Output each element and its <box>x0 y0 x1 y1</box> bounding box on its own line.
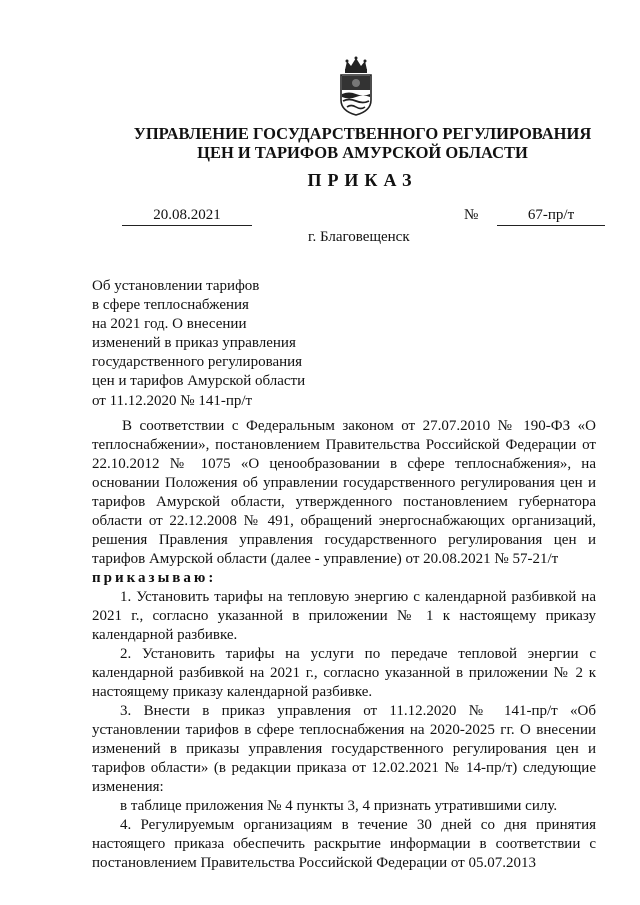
agency-name-line-2: ЦЕН И ТАРИФОВ АМУРСКОЙ ОБЛАСТИ <box>197 143 528 162</box>
decree-word: приказываю: <box>92 570 217 586</box>
document-date: 20.08.2021 <box>122 207 252 226</box>
coat-of-arms-icon <box>337 56 375 116</box>
document-city: г. Благовещенск <box>308 229 410 245</box>
document-body <box>92 417 596 873</box>
item-2-paragraph: 2. Установить тарифы на услуги по передаче тепловой энергии с календарной разбивкой на 2021 г., согласно указанной в приложении № 2 к настоящему приказу календарной разбивке. <box>92 646 596 700</box>
document-number: 67-пр/т <box>497 207 605 226</box>
number-sign: № <box>464 207 479 223</box>
item-1-paragraph: 1. Установить тарифы на тепловую энергию с календарной разбивкой на 2021 г., согласно указанной в приложении № 1 к настоящему приказу календарной разбивке. <box>92 589 596 643</box>
item-4-paragraph: 4. Регулируемым организациям в течение 30 дней со дня принятия настоящего приказа обеспечить раскрытие информации в соответствии с постановлением Правительства Российской Федерации от 05.07.2013 <box>92 817 596 871</box>
document-type-title: ПРИКАЗ <box>307 170 418 190</box>
preamble-paragraph: В соответствии с Федеральным законом от 27.07.2010 № 190-ФЗ «О теплоснабжении», постановлением Правительства Российской Федерации от 22.10.2012 № 1075 «О ценообразовании в сфере теплоснабжения», на основании Положения об управлении государственного регулирования цен и тарифов Амурской области, утвержденного постановлением губернатора области от 22.12.2008 № 491, обращений энергоснабжающих организаций, решения Правления управления государственного регулирования цен и тарифов Амурской области (далее - управление) от 20.08.2021 № 57-21/т <box>92 418 596 567</box>
document-subject: Об установлении тарифов в сфере теплоснабжения на 2021 год. О внесении изменений в приказ управления государственного регулирования цен и тарифов Амурской области от 11.12.2020 № 141-пр/т <box>92 278 306 409</box>
agency-name-line-1: УПРАВЛЕНИЕ ГОСУДАРСТВЕННОГО РЕГУЛИРОВАНИЯ <box>133 124 592 143</box>
item-3-subparagraph: в таблице приложения № 4 пункты 3, 4 признать утратившими силу. <box>120 798 558 814</box>
item-3-paragraph: 3. Внести в приказ управления от 11.12.2020 № 141-пр/т «Об установлении тарифов в сфере теплоснабжения на 2020-2025 гг. О внесении изменений в приказы управления государственного регулирования цен и тарифов области» (в редакции приказа от 12.02.2021 № 14-пр/т) следующие изменения: <box>92 703 596 795</box>
